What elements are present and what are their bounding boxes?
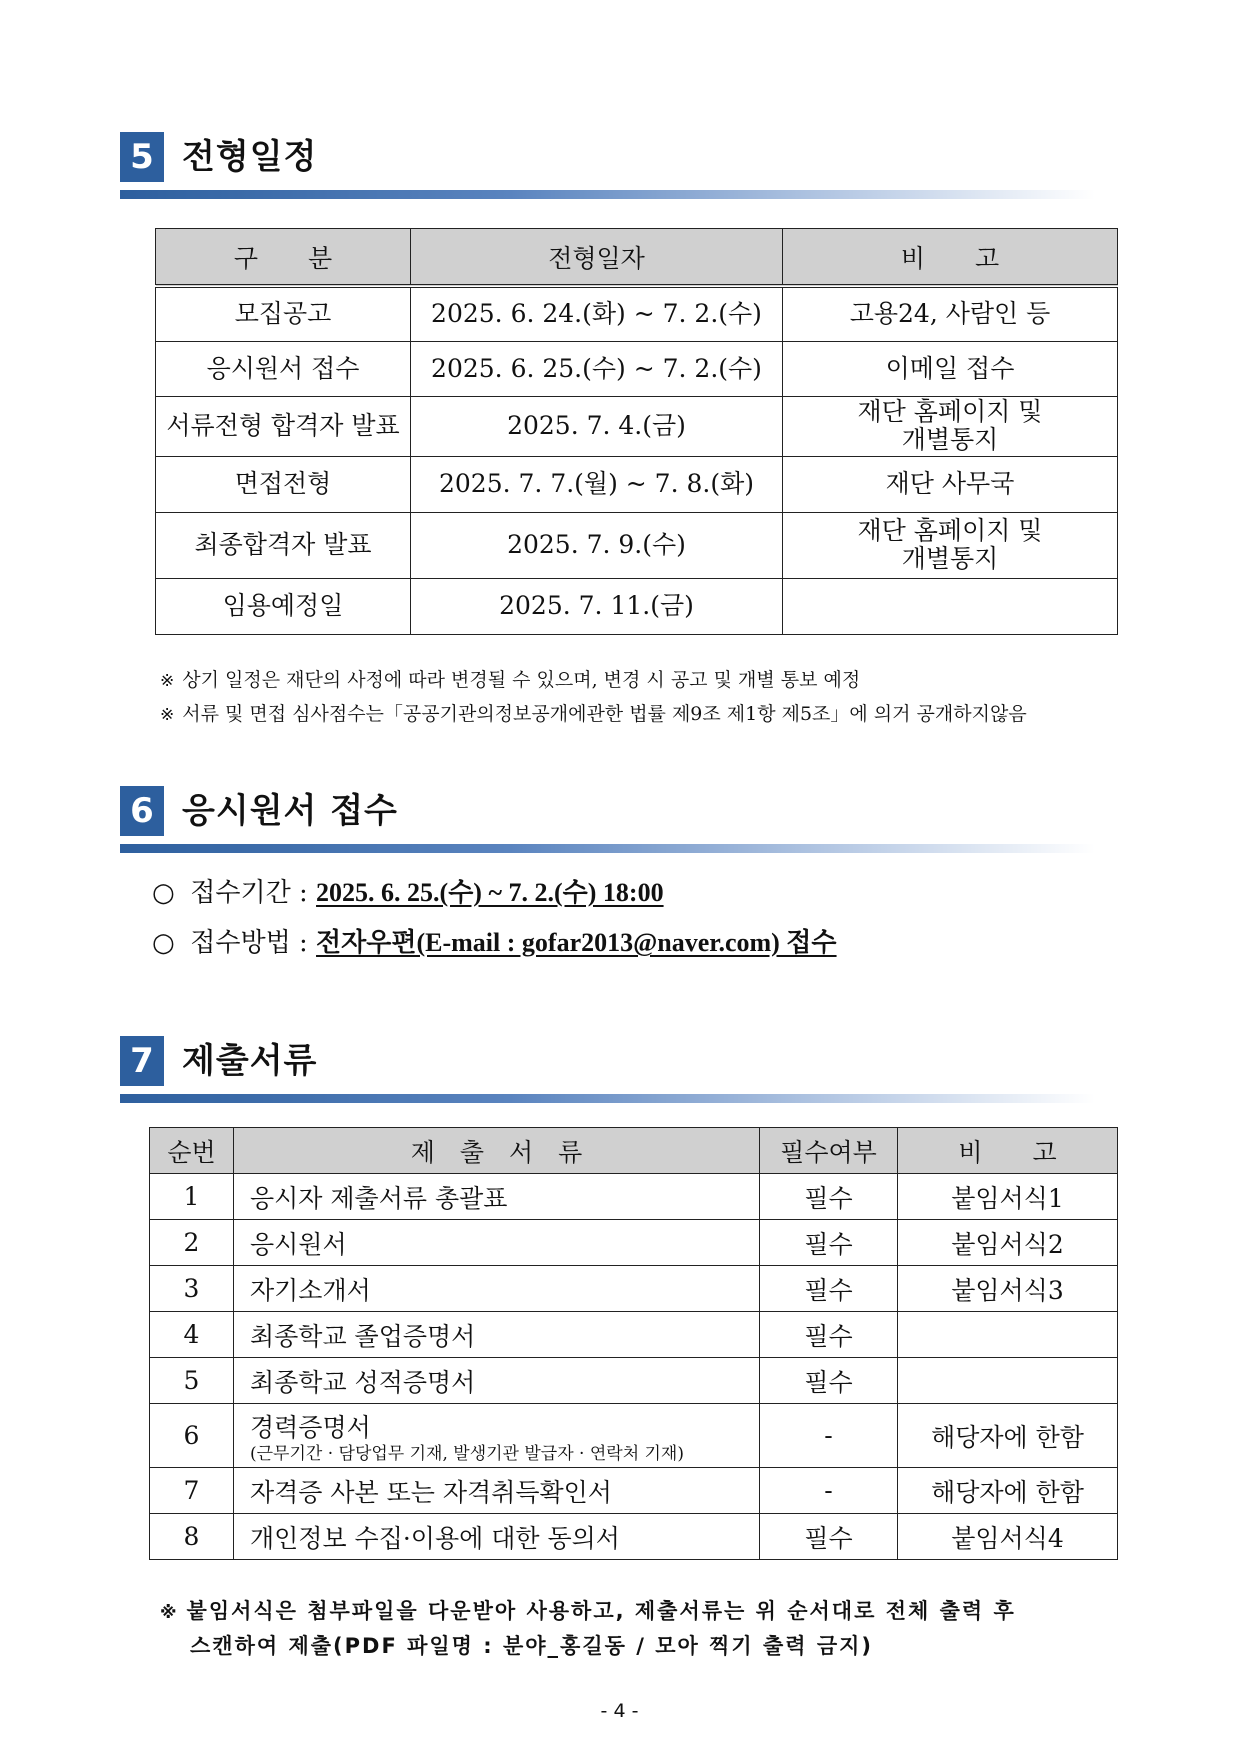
number-cell: 5 bbox=[150, 1358, 234, 1404]
table-row bbox=[156, 578, 1118, 634]
document-subnote: (근무기간 · 담당업무 기재, 발생기관 발급자 · 연락처 기재) bbox=[250, 1443, 684, 1464]
stage-cell: 서류전형 합격자 발표 bbox=[156, 396, 411, 456]
documents-table bbox=[149, 1127, 1118, 1560]
note-text: 고용24, 사람인 등 bbox=[849, 299, 1051, 329]
stage-cell: 면접전형 bbox=[156, 456, 411, 512]
number-cell: 4 bbox=[150, 1312, 234, 1358]
reference-mark: ※ bbox=[160, 671, 175, 691]
note-cell: 붙임서식2 bbox=[898, 1220, 1118, 1266]
schedule-table bbox=[155, 228, 1118, 635]
section-divider bbox=[120, 844, 1095, 853]
note-cell bbox=[783, 512, 1118, 578]
reference-mark: ※ bbox=[160, 705, 175, 725]
note-text: 붙임서식은 첨부파일을 다운받아 사용하고, 제출서류는 위 순서대로 전체 출력 후 bbox=[186, 1599, 1016, 1623]
note-cell: 해당자에 한함 bbox=[898, 1404, 1118, 1468]
note-text: 재단 홈페이지 및 bbox=[857, 516, 1043, 545]
period-value: 2025. 6. 25.(수) ~ 7. 2.(수) 18:00 bbox=[316, 878, 664, 907]
submission-note bbox=[160, 1595, 1120, 1663]
required-cell: 필수 bbox=[760, 1220, 898, 1266]
required-cell: 필수 bbox=[760, 1266, 898, 1312]
page-number: - 4 - bbox=[600, 1700, 639, 1722]
note-cell: 해당자에 한함 bbox=[898, 1468, 1118, 1514]
table-row bbox=[156, 456, 1118, 512]
stage-cell: 임용예정일 bbox=[156, 578, 411, 634]
note-line bbox=[160, 698, 1027, 732]
table-row bbox=[156, 286, 1118, 341]
note-text-line2: 개별통지 bbox=[901, 544, 999, 573]
document-name-cell bbox=[234, 1404, 760, 1468]
note-cell bbox=[898, 1312, 1118, 1358]
date-cell: 2025. 6. 24.(화) ~ 7. 2.(수) bbox=[411, 286, 783, 341]
table-row bbox=[150, 1468, 1118, 1514]
document-name: 경력증명서 bbox=[250, 1412, 371, 1442]
document-name: 응시원서 bbox=[234, 1220, 760, 1266]
application-method bbox=[152, 922, 837, 959]
document-name: 자격증 사본 또는 자격취득확인서 bbox=[234, 1468, 760, 1514]
note-cell: 붙임서식3 bbox=[898, 1266, 1118, 1312]
section-5-header bbox=[120, 132, 1095, 202]
table-row bbox=[156, 396, 1118, 456]
note-text: 상기 일정은 재단의 사정에 따라 변경될 수 있으며, 변경 시 공고 및 개별 통보 예정 bbox=[182, 669, 861, 691]
table-row bbox=[150, 1174, 1118, 1220]
note-cell bbox=[783, 456, 1118, 512]
stage-cell: 응시원서 접수 bbox=[156, 341, 411, 396]
schedule-notes bbox=[160, 664, 1027, 732]
note-line bbox=[160, 1595, 1120, 1630]
table-row bbox=[150, 1404, 1118, 1468]
note-cell bbox=[783, 578, 1118, 634]
note-line: 스캔하여 제출(PDF 파일명 : 분야_홍길동 / 모아 찍기 출력 금지) bbox=[190, 1634, 874, 1658]
number-cell: 6 bbox=[150, 1404, 234, 1468]
table-row bbox=[156, 341, 1118, 396]
section-number: 6 bbox=[120, 786, 164, 836]
number-cell: 1 bbox=[150, 1174, 234, 1220]
note-cell bbox=[783, 341, 1118, 396]
required-cell: 필수 bbox=[760, 1174, 898, 1220]
date-cell: 2025. 7. 9.(수) bbox=[411, 512, 783, 578]
date-cell: 2025. 6. 25.(수) ~ 7. 2.(수) bbox=[411, 341, 783, 396]
section-number: 5 bbox=[120, 132, 164, 182]
note-cell bbox=[898, 1358, 1118, 1404]
section-number: 7 bbox=[120, 1036, 164, 1086]
note-cell: 붙임서식4 bbox=[898, 1514, 1118, 1560]
table-row bbox=[150, 1312, 1118, 1358]
required-cell: 필수 bbox=[760, 1514, 898, 1560]
table-row bbox=[150, 1220, 1118, 1266]
required-cell: 필수 bbox=[760, 1358, 898, 1404]
section-title: 제출서류 bbox=[182, 1041, 318, 1081]
section-divider bbox=[120, 1094, 1095, 1103]
column-header: 전형일자 bbox=[411, 229, 783, 287]
required-cell: 필수 bbox=[760, 1312, 898, 1358]
table-row bbox=[150, 1266, 1118, 1312]
date-cell: 2025. 7. 11.(금) bbox=[411, 578, 783, 634]
note-text: 재단 홈페이지 및 bbox=[857, 397, 1043, 426]
stage-cell: 최종합격자 발표 bbox=[156, 512, 411, 578]
number-cell: 3 bbox=[150, 1266, 234, 1312]
number-cell: 7 bbox=[150, 1468, 234, 1514]
column-header: 제 출 서 류 bbox=[234, 1128, 760, 1174]
section-7-header bbox=[120, 1036, 1095, 1106]
date-cell: 2025. 7. 4.(금) bbox=[411, 396, 783, 456]
document-name: 자기소개서 bbox=[234, 1266, 760, 1312]
period-label: 접수기간 : bbox=[190, 878, 308, 908]
note-cell bbox=[783, 286, 1118, 341]
note-text: 서류 및 면접 심사점수는「공공기관의정보공개에관한 법률 제9조 제1항 제5조」에 의거 공개하지않음 bbox=[182, 703, 1027, 725]
reference-mark: ※ bbox=[160, 1603, 179, 1623]
number-cell: 8 bbox=[150, 1514, 234, 1560]
method-label: 접수방법 : bbox=[190, 928, 308, 958]
required-cell: - bbox=[760, 1404, 898, 1468]
section-title: 전형일정 bbox=[182, 137, 318, 177]
number-cell: 2 bbox=[150, 1220, 234, 1266]
section-divider bbox=[120, 190, 1095, 199]
note-cell: 붙임서식1 bbox=[898, 1174, 1118, 1220]
document-name: 최종학교 성적증명서 bbox=[234, 1358, 760, 1404]
method-value: 전자우편(E-mail : gofar2013@naver.com) 접수 bbox=[316, 928, 837, 957]
column-header: 순번 bbox=[150, 1128, 234, 1174]
note-text: 재단 사무국 bbox=[885, 469, 1015, 498]
section-title: 응시원서 접수 bbox=[182, 791, 398, 831]
bullet-icon: ○ bbox=[152, 878, 175, 908]
stage-cell: 모집공고 bbox=[156, 286, 411, 341]
table-row bbox=[150, 1358, 1118, 1404]
table-row bbox=[156, 512, 1118, 578]
note-line bbox=[160, 664, 1027, 698]
note-text: 이메일 접수 bbox=[885, 353, 1015, 383]
application-period bbox=[152, 872, 664, 909]
column-header: 구 분 bbox=[156, 229, 411, 287]
document-name: 응시자 제출서류 총괄표 bbox=[234, 1174, 760, 1220]
section-6-header bbox=[120, 786, 1095, 856]
bullet-icon: ○ bbox=[152, 928, 175, 958]
column-header: 비 고 bbox=[898, 1128, 1118, 1174]
table-row bbox=[150, 1514, 1118, 1560]
document-name: 개인정보 수집·이용에 대한 동의서 bbox=[234, 1514, 760, 1560]
column-header: 필수여부 bbox=[760, 1128, 898, 1174]
date-cell: 2025. 7. 7.(월) ~ 7. 8.(화) bbox=[411, 456, 783, 512]
document-name: 최종학교 졸업증명서 bbox=[234, 1312, 760, 1358]
column-header: 비 고 bbox=[783, 229, 1118, 287]
note-cell bbox=[783, 396, 1118, 456]
required-cell: - bbox=[760, 1468, 898, 1514]
note-text-line2: 개별통지 bbox=[901, 425, 999, 454]
